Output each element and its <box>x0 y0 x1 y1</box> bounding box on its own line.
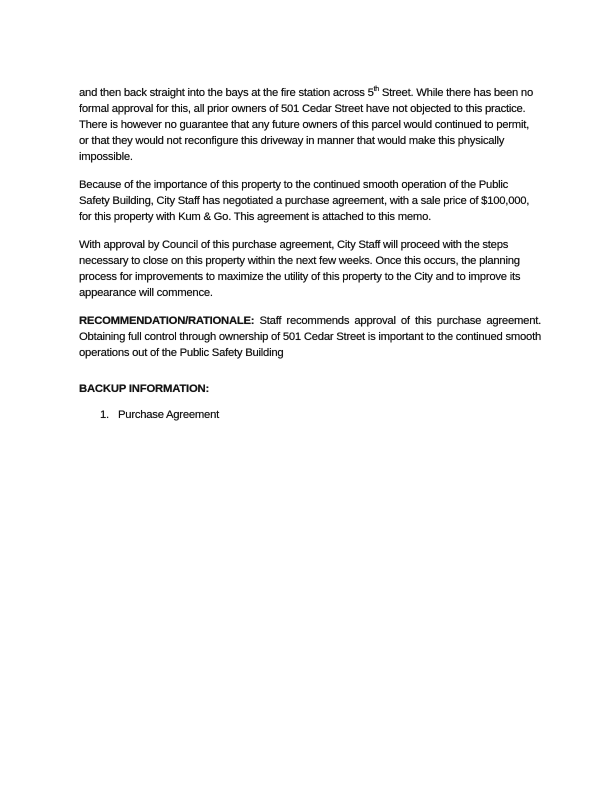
backup-list <box>79 407 541 423</box>
ordinal-superscript: th <box>373 86 379 94</box>
paragraph-text: Street. While there has been no formal approval for this, all prior owners of 501 Cedar Street have not objected to this practice. There is however no guarantee that any future owners of this parcel would continued to permit, or that they would not reconfigure this driveway in manner that would make this physically impossible. <box>79 87 533 163</box>
paragraph-purchase-agreement: Because of the importance of this property to the continued smooth operation of the Public Safety Building, City Staff has negotiated a purchase agreement, with a sale price of $100,000, for this property with Kum & Go. This agreement is attached to this memo. <box>79 179 530 223</box>
paragraph-council-approval: With approval by Council of this purchase agreement, City Staff will proceed with the steps necessary to close on this property within the next few weeks. Once this occurs, the planning process for improvements to maximize the utility of this property to the City and to improve its appearance will commence. <box>79 239 521 299</box>
document-content <box>79 85 541 423</box>
list-item <box>79 407 541 423</box>
recommendation-paragraph <box>79 313 541 361</box>
recommendation-text: Staff recommends approval of this purchase agreement. Obtaining full control through ownership of 501 Cedar Street is important to the continued smooth operations out of the Public Safety Building <box>79 315 541 359</box>
backup-information-heading: BACKUP INFORMATION: <box>79 383 210 395</box>
list-item-number: 1. <box>100 409 109 421</box>
paragraph-text: and then back straight into the bays at the fire station across 5 <box>79 87 374 99</box>
paragraph-driveway-practice <box>79 85 541 165</box>
recommendation-label: RECOMMENDATION/RATIONALE: <box>79 315 255 327</box>
list-item-label: Purchase Agreement <box>118 409 219 421</box>
